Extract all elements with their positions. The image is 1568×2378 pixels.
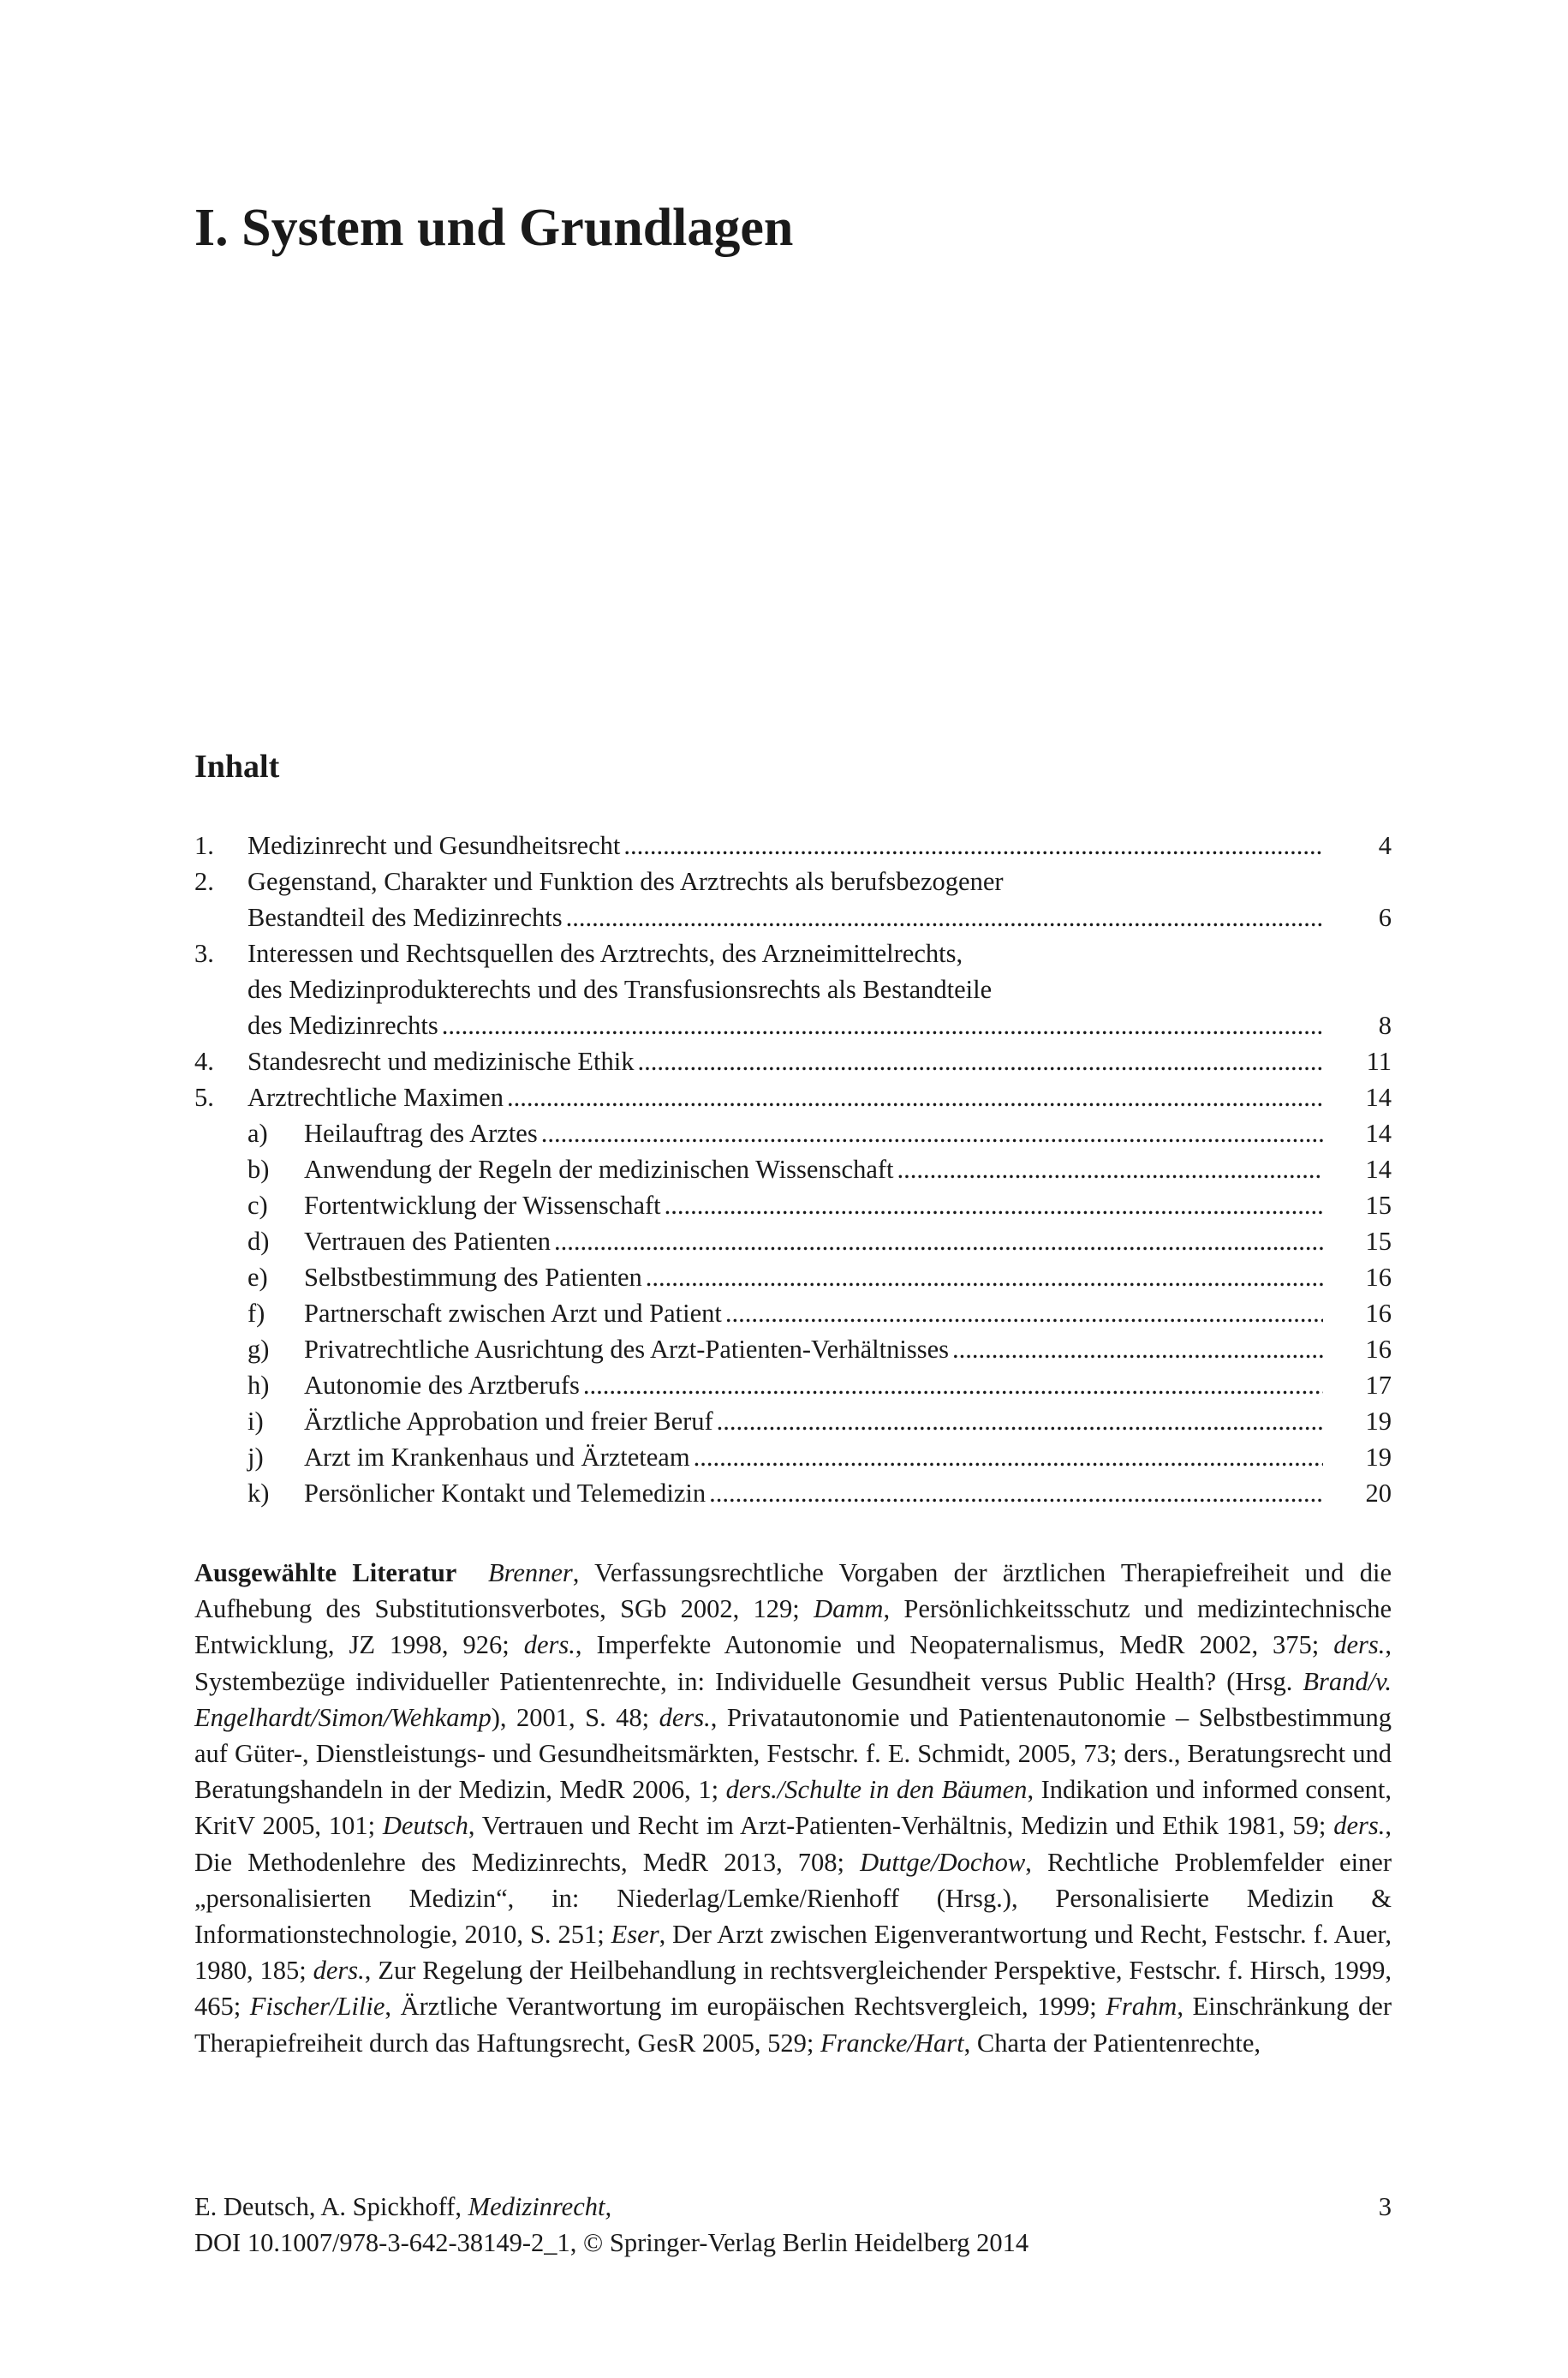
toc-entry-number: k) bbox=[247, 1479, 270, 1508]
toc-dot-leader bbox=[623, 828, 1323, 863]
toc-entry bbox=[194, 1295, 1392, 1331]
toc-entry-page: 15 bbox=[1365, 1227, 1392, 1256]
toc-entry bbox=[194, 1475, 1392, 1511]
toc-entry-text: Vertrauen des Patienten bbox=[304, 1227, 551, 1256]
toc-entry-text: Persönlicher Kontakt und Telemedizin bbox=[304, 1479, 706, 1508]
literature-author: Eser bbox=[611, 1920, 659, 1950]
literature-text: , Rechtliche Problemfelder einer „personalisierten Medizin“, in: Niederlag/Lemke/Rienhoff (Hrsg.), Personalisierte Medizin & Informationstechnologie, 2010, S. 251; bbox=[194, 1847, 1392, 1950]
literature-text: , Zur Regelung der Heilbehandlung in rechtsvergleichender Perspektive, Festschr. f. Hirsch, 1999, 465; bbox=[194, 1956, 1392, 2022]
toc-entry-number: i) bbox=[247, 1407, 264, 1436]
toc-entry bbox=[194, 1043, 1392, 1079]
literature-text: , Verfassungsrechtliche Vorgaben der ärztlichen Therapiefreiheit und die Aufhebung des Substitutionsverbotes, SGb 2002, 129; bbox=[194, 1558, 1392, 1624]
literature-author: ders. bbox=[659, 1702, 711, 1732]
literature-author: Brand/v. Engelhardt/Simon/Wehkamp bbox=[194, 1666, 1392, 1732]
toc-dot-leader bbox=[442, 1007, 1323, 1043]
toc-entry-number: 3. bbox=[194, 939, 214, 968]
toc-entry-page: 14 bbox=[1365, 1119, 1392, 1148]
toc-entry-text: des Medizinprodukterechts und des Transfusionsrechts als Bestandteile bbox=[247, 975, 993, 1004]
toc-entry-text: des Medizinrechts bbox=[247, 1011, 438, 1040]
toc-entry bbox=[194, 828, 1392, 863]
toc-dot-leader bbox=[637, 1043, 1323, 1079]
toc-entry-text: Partnerschaft zwischen Arzt und Patient bbox=[304, 1299, 722, 1328]
toc-entry bbox=[194, 1259, 1392, 1295]
toc-entry-page: 11 bbox=[1366, 1047, 1392, 1076]
toc-entry-page: 19 bbox=[1365, 1407, 1392, 1436]
toc-dot-leader bbox=[897, 1151, 1324, 1187]
literature-author: Brenner bbox=[487, 1558, 573, 1587]
toc-entry-number: j) bbox=[247, 1443, 264, 1472]
toc-dot-leader bbox=[717, 1403, 1323, 1439]
literature-text: , Die Methodenlehre des Medizinrechts, MedR 2013, 708; bbox=[194, 1811, 1392, 1877]
toc-entry-number: c) bbox=[247, 1191, 268, 1220]
toc-dot-leader bbox=[507, 1079, 1323, 1115]
toc-entry-number: b) bbox=[247, 1155, 270, 1184]
toc-entry-page: 16 bbox=[1365, 1299, 1392, 1328]
footer-book-title: Medizinrecht, bbox=[468, 2192, 612, 2221]
literature-text: , Indikation und informed consent, KritV 2005, 101; bbox=[194, 1775, 1392, 1841]
toc-entry bbox=[194, 1223, 1392, 1259]
toc-entry-text: Autonomie des Arztberufs bbox=[304, 1371, 580, 1400]
toc-entry bbox=[194, 1079, 1392, 1115]
toc-entry-number: 2. bbox=[194, 867, 214, 896]
toc-entry-text: Heilauftrag des Arztes bbox=[304, 1119, 538, 1148]
toc-entry-text: Fortentwicklung der Wissenschaft bbox=[304, 1191, 661, 1220]
literature-author: ders. bbox=[1333, 1811, 1386, 1841]
toc-entry bbox=[194, 1115, 1392, 1151]
literature-label: Ausgewählte Literatur bbox=[194, 1558, 457, 1587]
toc-dot-leader bbox=[725, 1295, 1323, 1331]
toc-entry-text: Selbstbestimmung des Patienten bbox=[304, 1263, 642, 1292]
toc-entry-number: g) bbox=[247, 1335, 270, 1364]
toc-dot-leader bbox=[709, 1475, 1323, 1511]
toc-entry-number: f) bbox=[247, 1299, 265, 1328]
toc-entry bbox=[194, 1331, 1392, 1367]
toc-entry-page: 17 bbox=[1365, 1371, 1392, 1400]
toc-entry-text: Anwendung der Regeln der medizinischen Wissenschaft bbox=[304, 1155, 894, 1184]
toc-dot-leader bbox=[694, 1439, 1323, 1475]
toc-entry-page: 14 bbox=[1365, 1155, 1392, 1184]
toc-entry-page: 16 bbox=[1365, 1335, 1392, 1364]
toc-dot-leader bbox=[554, 1223, 1323, 1259]
toc-entry bbox=[194, 863, 1392, 935]
toc-entry-page: 16 bbox=[1365, 1263, 1392, 1292]
toc-entry-text: Interessen und Rechtsquellen des Arztrechts, des Arzneimittelrechts, bbox=[247, 939, 963, 968]
literature-author: Damm bbox=[814, 1594, 884, 1624]
toc-entry-text: Medizinrecht und Gesundheitsrecht bbox=[247, 831, 621, 860]
literature-author: ders. bbox=[1333, 1630, 1386, 1660]
toc-entry-text: Arzt im Krankenhaus und Ärzteteam bbox=[304, 1443, 690, 1472]
footer-citation bbox=[194, 2189, 611, 2225]
toc-entry-page: 19 bbox=[1365, 1443, 1392, 1472]
toc-entry bbox=[194, 1151, 1392, 1187]
toc-entry-text: Gegenstand, Charakter und Funktion des Arztrechts als berufsbezogener bbox=[247, 867, 1004, 896]
selected-literature bbox=[194, 1555, 1392, 2061]
literature-text: , Ärztliche Verantwortung im europäischen Rechtsvergleich, 1999; bbox=[385, 1992, 1106, 2022]
toc-entry-page: 8 bbox=[1378, 1011, 1392, 1040]
toc-dot-leader bbox=[583, 1367, 1323, 1403]
toc-entry-page: 20 bbox=[1365, 1479, 1392, 1508]
toc-dot-leader bbox=[566, 899, 1323, 935]
toc-entry bbox=[194, 1439, 1392, 1475]
literature-author: Fischer/Lilie bbox=[249, 1992, 385, 2022]
toc-entry-number: 1. bbox=[194, 831, 214, 860]
toc-entry bbox=[194, 1187, 1392, 1223]
literature-text: , Charta der Patientenrechte, bbox=[963, 2028, 1261, 2058]
footer-doi: DOI 10.1007/978-3-642-38149-2_1, © Springer-Verlag Berlin Heidelberg 2014 bbox=[194, 2228, 1029, 2257]
toc-entry-number: 5. bbox=[194, 1083, 214, 1112]
literature-text: , Vertrauen und Recht im Arzt-Patienten-Verhältnis, Medizin und Ethik 1981, 59; bbox=[468, 1811, 1334, 1841]
toc-entry bbox=[194, 935, 1392, 1043]
toc-entry-page: 15 bbox=[1365, 1191, 1392, 1220]
toc-entry-page: 14 bbox=[1365, 1083, 1392, 1112]
toc-dot-leader bbox=[952, 1331, 1323, 1367]
literature-text: ), 2001, S. 48; bbox=[491, 1702, 659, 1732]
toc-entry-text: Arztrechtliche Maximen bbox=[247, 1083, 504, 1112]
toc-dot-leader bbox=[665, 1187, 1323, 1223]
literature-text: , Einschränkung der Therapiefreiheit durch das Haftungsrecht, GesR 2005, 529; bbox=[194, 1992, 1392, 2058]
toc-entry bbox=[194, 1403, 1392, 1439]
literature-author: ders. bbox=[523, 1630, 575, 1660]
literature-author: Deutsch bbox=[382, 1811, 468, 1841]
toc-dot-leader bbox=[646, 1259, 1323, 1295]
toc-entry-text: Bestandteil des Medizinrechts bbox=[247, 903, 563, 932]
literature-text: , Imperfekte Autonomie und Neopaternalismus, MedR 2002, 375; bbox=[575, 1630, 1334, 1660]
toc-heading: Inhalt bbox=[194, 749, 280, 785]
toc-entry bbox=[194, 1367, 1392, 1403]
toc-entry-text: Standesrecht und medizinische Ethik bbox=[247, 1047, 635, 1076]
literature-author: Frahm bbox=[1106, 1992, 1177, 2022]
literature-author: ders. bbox=[313, 1956, 365, 1986]
table-of-contents bbox=[194, 828, 1392, 1511]
toc-entry-page: 4 bbox=[1378, 831, 1392, 860]
literature-text: , Systembezüge individueller Patientenrechte, in: Individuelle Gesundheit versus Public Health? (Hrsg. bbox=[194, 1630, 1392, 1696]
toc-entry-number: d) bbox=[247, 1227, 270, 1256]
toc-entry-number: a) bbox=[247, 1119, 268, 1148]
chapter-title: I. System und Grundlagen bbox=[194, 199, 794, 257]
page-number: 3 bbox=[1378, 2192, 1392, 2221]
toc-entry-number: e) bbox=[247, 1263, 268, 1292]
toc-entry-text: Privatrechtliche Ausrichtung des Arzt-Patienten-Verhältnisses bbox=[304, 1335, 949, 1364]
toc-entry-number: h) bbox=[247, 1371, 270, 1400]
literature-author: Francke/Hart bbox=[820, 2028, 964, 2058]
page-footer bbox=[194, 2189, 1392, 2261]
toc-entry-text: Ärztliche Approbation und freier Beruf bbox=[304, 1407, 713, 1436]
toc-entry-page: 6 bbox=[1378, 903, 1392, 932]
literature-text: , Der Arzt zwischen Eigenverantwortung und Recht, Festschr. f. Auer, 1980, 185; bbox=[194, 1920, 1392, 1986]
literature-author: Duttge/Dochow bbox=[860, 1847, 1026, 1877]
footer-authors: E. Deutsch, A. Spickhoff, bbox=[194, 2192, 462, 2221]
literature-body bbox=[194, 1558, 1392, 2058]
literature-text: , Persönlichkeitsschutz und medizintechnische Entwicklung, JZ 1998, 926; bbox=[194, 1594, 1392, 1660]
toc-entry-number: 4. bbox=[194, 1047, 214, 1076]
literature-text: , Privatautonomie und Patientenautonomie – Selbstbestimmung auf Güter-, Dienstleistungs- und Gesundheitsmärkten, Festschr. f. E. Schmidt, 2005, 73; ders., Beratungsrecht und Beratungshandeln in der Medizin, MedR 2006, 1; bbox=[194, 1702, 1392, 1805]
literature-author: ders./Schulte in den Bäumen bbox=[725, 1775, 1028, 1805]
toc-dot-leader bbox=[541, 1115, 1323, 1151]
